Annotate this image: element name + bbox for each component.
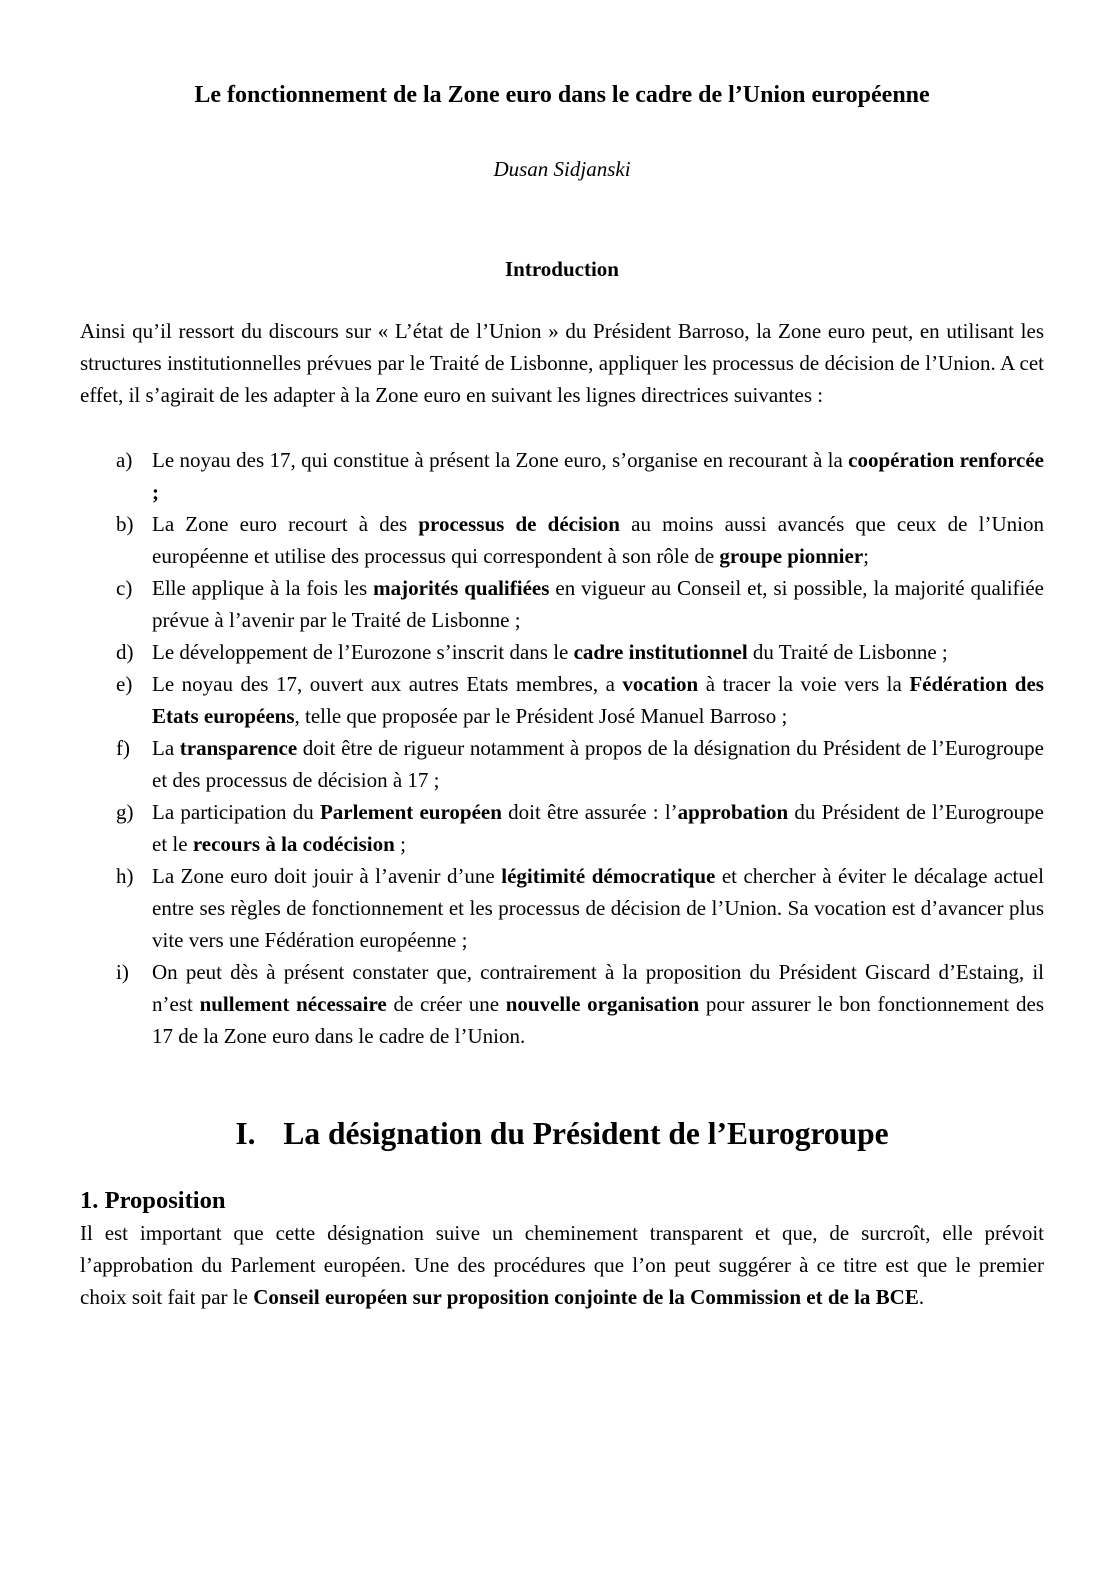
section-number: I. [235, 1116, 256, 1151]
list-text: au moins aussi avancés que ceux de l’Union européenne et utilise des processus qui correspondent à son rôle de [152, 512, 1044, 568]
list-item-i [80, 956, 1044, 1052]
introduction-paragraph: Ainsi qu’il ressort du discours sur « L’état de l’Union » du Président Barroso, la Zone euro peut, en utilisant les structures institutionnelles prévues par le Traité de Lisbonne, appliquer les processus de décision de l’Union. A cet effet, il s’agirait de les adapter à la Zone euro en suivant les lignes directrices suivantes : [80, 319, 1044, 407]
list-text: pour assurer le bon fonctionnement des 17 de la Zone euro dans le cadre de l’Union. [152, 992, 1044, 1048]
list-bold-text: transparence [179, 736, 298, 760]
paragraph-text: . [918, 1285, 925, 1309]
list-item-g [80, 796, 1044, 860]
subsection-heading: 1. Proposition [80, 1187, 226, 1214]
guidelines-list [80, 444, 1044, 1052]
proposition-paragraph [80, 1217, 1044, 1313]
paragraph-text: Il est important que cette désignation suive un cheminement transparent et que, de surcroît, elle prévoit l’approbation du Parlement européen. Une des procédures que l’on peut suggérer à ce titre est que le premier choix soit fait par le [80, 1221, 1044, 1309]
list-text: ; [394, 832, 406, 856]
section-heading [80, 1118, 1044, 1150]
list-bold-text: majorités qualifiées [373, 576, 550, 600]
list-text: Le noyau des 17, ouvert aux autres Etats membres, a [152, 672, 623, 696]
list-item-h [80, 860, 1044, 956]
list-marker: e) [116, 672, 133, 696]
list-bold-text: nullement nécessaire [199, 992, 387, 1016]
list-text: La participation du [152, 800, 320, 824]
list-marker: a) [116, 448, 133, 472]
list-marker: c) [116, 576, 133, 600]
list-item-b [80, 508, 1044, 572]
list-text: La Zone euro doit jouir à l’avenir d’une [152, 864, 502, 888]
list-bold-text: nouvelle organisation [505, 992, 700, 1016]
list-text: Le noyau des 17, qui constitue à présent la Zone euro, s’organise en recourant à la [152, 448, 849, 472]
introduction-heading: Introduction [505, 257, 619, 281]
list-item-f [80, 732, 1044, 796]
section-title: La désignation du Président de l’Eurogroupe [283, 1116, 889, 1151]
list-text: On peut dès à présent constater que, contrairement à la proposition du Président Giscard d’Estaing, il n’est [152, 960, 1044, 1016]
list-bold-text: cadre institutionnel [573, 640, 748, 664]
list-item-d [80, 636, 1044, 668]
list-marker: i) [116, 960, 129, 984]
list-text: La [152, 736, 180, 760]
list-bold-text: recours à la codécision [192, 832, 395, 856]
list-text: et chercher à éviter le décalage actuel entre ses règles de fonctionnement et les processus de décision de l’Union. Sa vocation est d’avancer plus vite vers une Fédération européenne ; [152, 864, 1045, 952]
document-page [0, 79, 1116, 1569]
list-text: Elle applique à la fois les [152, 576, 374, 600]
list-text: à tracer la voie vers la [698, 672, 910, 696]
list-text: du Président de l’Eurogroupe et le [152, 800, 1044, 856]
list-item-e [80, 668, 1044, 732]
list-marker: h) [116, 864, 134, 888]
list-text: , telle que proposée par le Président José Manuel Barroso ; [294, 704, 788, 728]
list-text: doit être assurée : l’ [501, 800, 678, 824]
list-bold-text: légitimité démocratique [501, 864, 716, 888]
list-bold-text: processus de décision [418, 512, 620, 536]
list-text: en vigueur au Conseil et, si possible, la majorité qualifiée prévue à l’avenir par le Traité de Lisbonne ; [152, 576, 1045, 632]
list-bold-text: Parlement européen [319, 800, 502, 824]
list-bold-text: vocation [622, 672, 699, 696]
list-bold-text: groupe pionnier [719, 544, 864, 568]
list-bold-text: Fédération des Etats européens [152, 672, 1044, 728]
document-title: Le fonctionnement de la Zone euro dans le cadre de l’Union européenne [194, 82, 930, 108]
list-text: de créer une [386, 992, 506, 1016]
list-text: La Zone euro recourt à des [152, 512, 419, 536]
list-marker: d) [116, 640, 134, 664]
list-bold-text: approbation [677, 800, 789, 824]
list-text: Le développement de l’Eurozone s’inscrit dans le [152, 640, 574, 664]
list-text: ; [863, 544, 869, 568]
author-name: Dusan Sidjanski [493, 157, 631, 181]
list-marker: f) [116, 736, 130, 760]
list-item-a [80, 444, 1044, 508]
list-marker: g) [116, 800, 134, 824]
list-text: doit être de rigueur notamment à propos de la désignation du Président de l’Eurogroupe et des processus de décision à 17 ; [152, 736, 1044, 792]
list-item-c [80, 572, 1044, 636]
paragraph-bold-text: Conseil européen sur proposition conjointe de la Commission et de la BCE [253, 1285, 919, 1309]
list-text: du Traité de Lisbonne ; [747, 640, 948, 664]
list-marker: b) [116, 512, 134, 536]
list-bold-text: coopération renforcée ; [152, 448, 1044, 504]
